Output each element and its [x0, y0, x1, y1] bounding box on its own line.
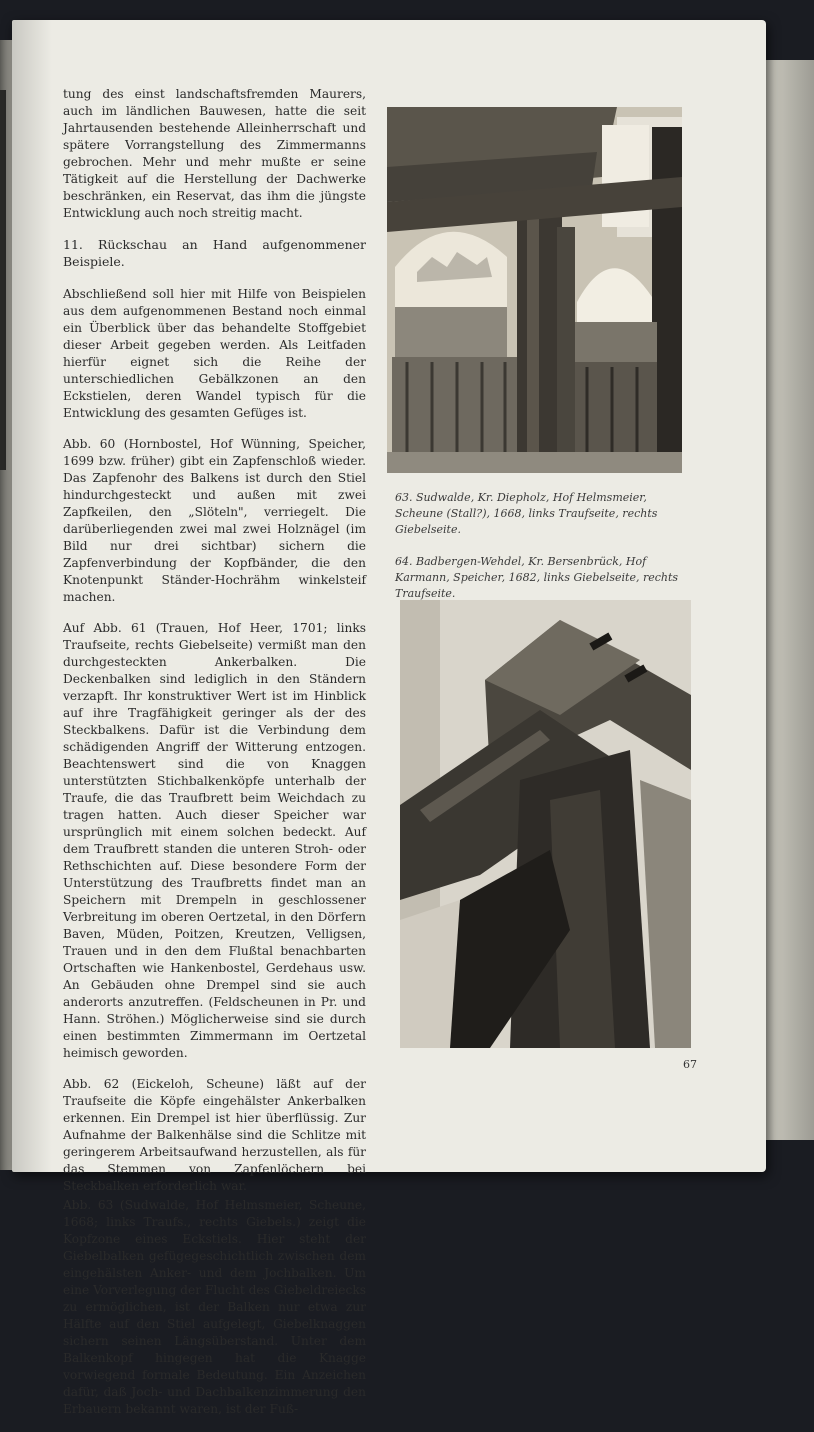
caption-fig64: 64. Badbergen-Wehdel, Kr. Bersenbrück, Hof Karmann, Speicher, 1682, links Giebelseite, rechts Traufseite. [395, 555, 679, 600]
section-heading: 11. Rückschau an Hand aufgenommener Beispiele. [63, 237, 366, 269]
paragraph-overview: Abschließend soll hier mit Hilfe von Beispielen aus dem aufgenommenen Bestand noch einmal ein Überblick über das behandelte Stoffgebiet dieser Arbeit gegeben werden. Als Leitfaden hierfür eignet sich die Reihe der unterschiedlichen Gebälkzonen an den Eckstielen, deren Wandel typisch für die Entwicklung des gesamten Gefüges ist. [63, 287, 366, 420]
photo-fig63 [387, 107, 682, 473]
paragraph-abb63: Abb. 63 (Sudwalde, Hof Helmsmeier, Scheune, 1668; links Traufs., rechts Giebels.) zeigt die Kopfzone eines Eckstiels. Hier steht der Giebelbalken gefügegeschichtlich zwischen dem eingehälsten Anker- und dem Jochbalken. Um eine Vorverlegung der Flucht des Giebeldreiecks zu ermöglichen, ist der Balken nur etwa zur Hälfte auf den Stiel aufgelegt, Giebelknaggen sichern seinen Längsüberstand. Unter dem Balkenkopf hingegen hat die Knagge vorwiegend formale Bedeutung. Ein Anzeichen dafür, daß Joch- und Dachbalkenzimmerung den Erbauern bekannt waren, ist der Fuß- [63, 1198, 366, 1416]
text-column [63, 86, 366, 1432]
previous-page-edge [0, 90, 6, 470]
paragraph-abb62: Abb. 62 (Eickeloh, Scheune) läßt auf der Traufseite die Köpfe eingehälster Ankerbalken erkennen. Ein Drempel ist hier überflüssig. Zur Aufnahme der Balkenhälse sind die Schlitze mit geringerem Arbeitsaufwand herzustellen, als für das Stemmen von Zapfenlöchern bei Steckbalken erforderlich war. [63, 1077, 366, 1193]
paragraph-abb61: Auf Abb. 61 (Trauen, Hof Heer, 1701; links Traufseite, rechts Giebelseite) vermißt man den durchgesteckten Ankerbalken. Die Deckenbalken sind lediglich in den Ständern verzapft. Ihr konstruktiver Wert ist im Hinblick auf ihre Tragfähigkeit geringer als der des Steckbalkens. Dafür ist die Verbindung dem schädigenden Angriff der Witterung entzogen. Beachtenswert sind die von Knaggen unterstützten Stichbalkenköpfe unterhalb der Traufe, die das Traufbrett beim Weichdach zu tragen hatten. Auch dieser Speicher war ursprünglich mit einem solchen bedeckt. Auf dem Traufbrett standen die unteren Stroh- oder Rethschichten auf. Diese besondere Form der Unterstützung des Traufbretts findet man an Speichern mit Drempeln in geschlossener Verbreitung im oberen Oertzetal, in den Dörfern Baven, Müden, Poitzen, Kreutzen, Velligsen, Trauen und in den dem Flußtal benachbarten Ortschaften wie Hankenbostel, Gerdehaus usw. An Gebäuden ohne Drempel sind sie auch anderorts anzutreffen. (Feldscheunen in Pr. und Hann. Ströhen.) Möglicherweise sind sie durch einen bestimmten Zimmermann im Oertzetal heimisch geworden. [63, 621, 366, 1060]
paragraph-intro: tung des einst landschaftsfremden Maurers, auch im ländlichen Bauwesen, hatte die seit Jahrtausenden bestehende Alleinherrschaft und spätere Vorrangstellung des Zimmermanns gebrochen. Mehr und mehr mußte er seine Tätigkeit auf die Herstellung der Dachwerke beschränken, ein Reservat, das ihm die jüngste Entwicklung auch noch streitig macht. [63, 87, 366, 220]
paragraph-abb60: Abb. 60 (Hornbostel, Hof Wünning, Speicher, 1699 bzw. früher) gibt ein Zapfenschloß wieder. Das Zapfenohr des Balkens ist durch den Stiel hindurchgesteckt und außen mit zwei Zapfkeilen, den „Slöteln", verriegelt. Die darüberliegenden zwei mal zwei Holznägel (im Bild nur drei sichtbar) sichern die Zapfenverbindung der Kopfbänder, die den Knotenpunkt Ständer-Hochrähm winkelsteif machen. [63, 437, 366, 604]
photo-fig64 [400, 600, 691, 1048]
caption-fig63: 63. Sudwalde, Kr. Diepholz, Hof Helmsmeier, Scheune (Stall?), 1668, links Traufseite, rechts Giebelseite. [395, 491, 658, 536]
photo-fig64-illustration [400, 600, 691, 1048]
photo-fig63-illustration [387, 107, 682, 473]
page-number: 67 [683, 1058, 697, 1071]
